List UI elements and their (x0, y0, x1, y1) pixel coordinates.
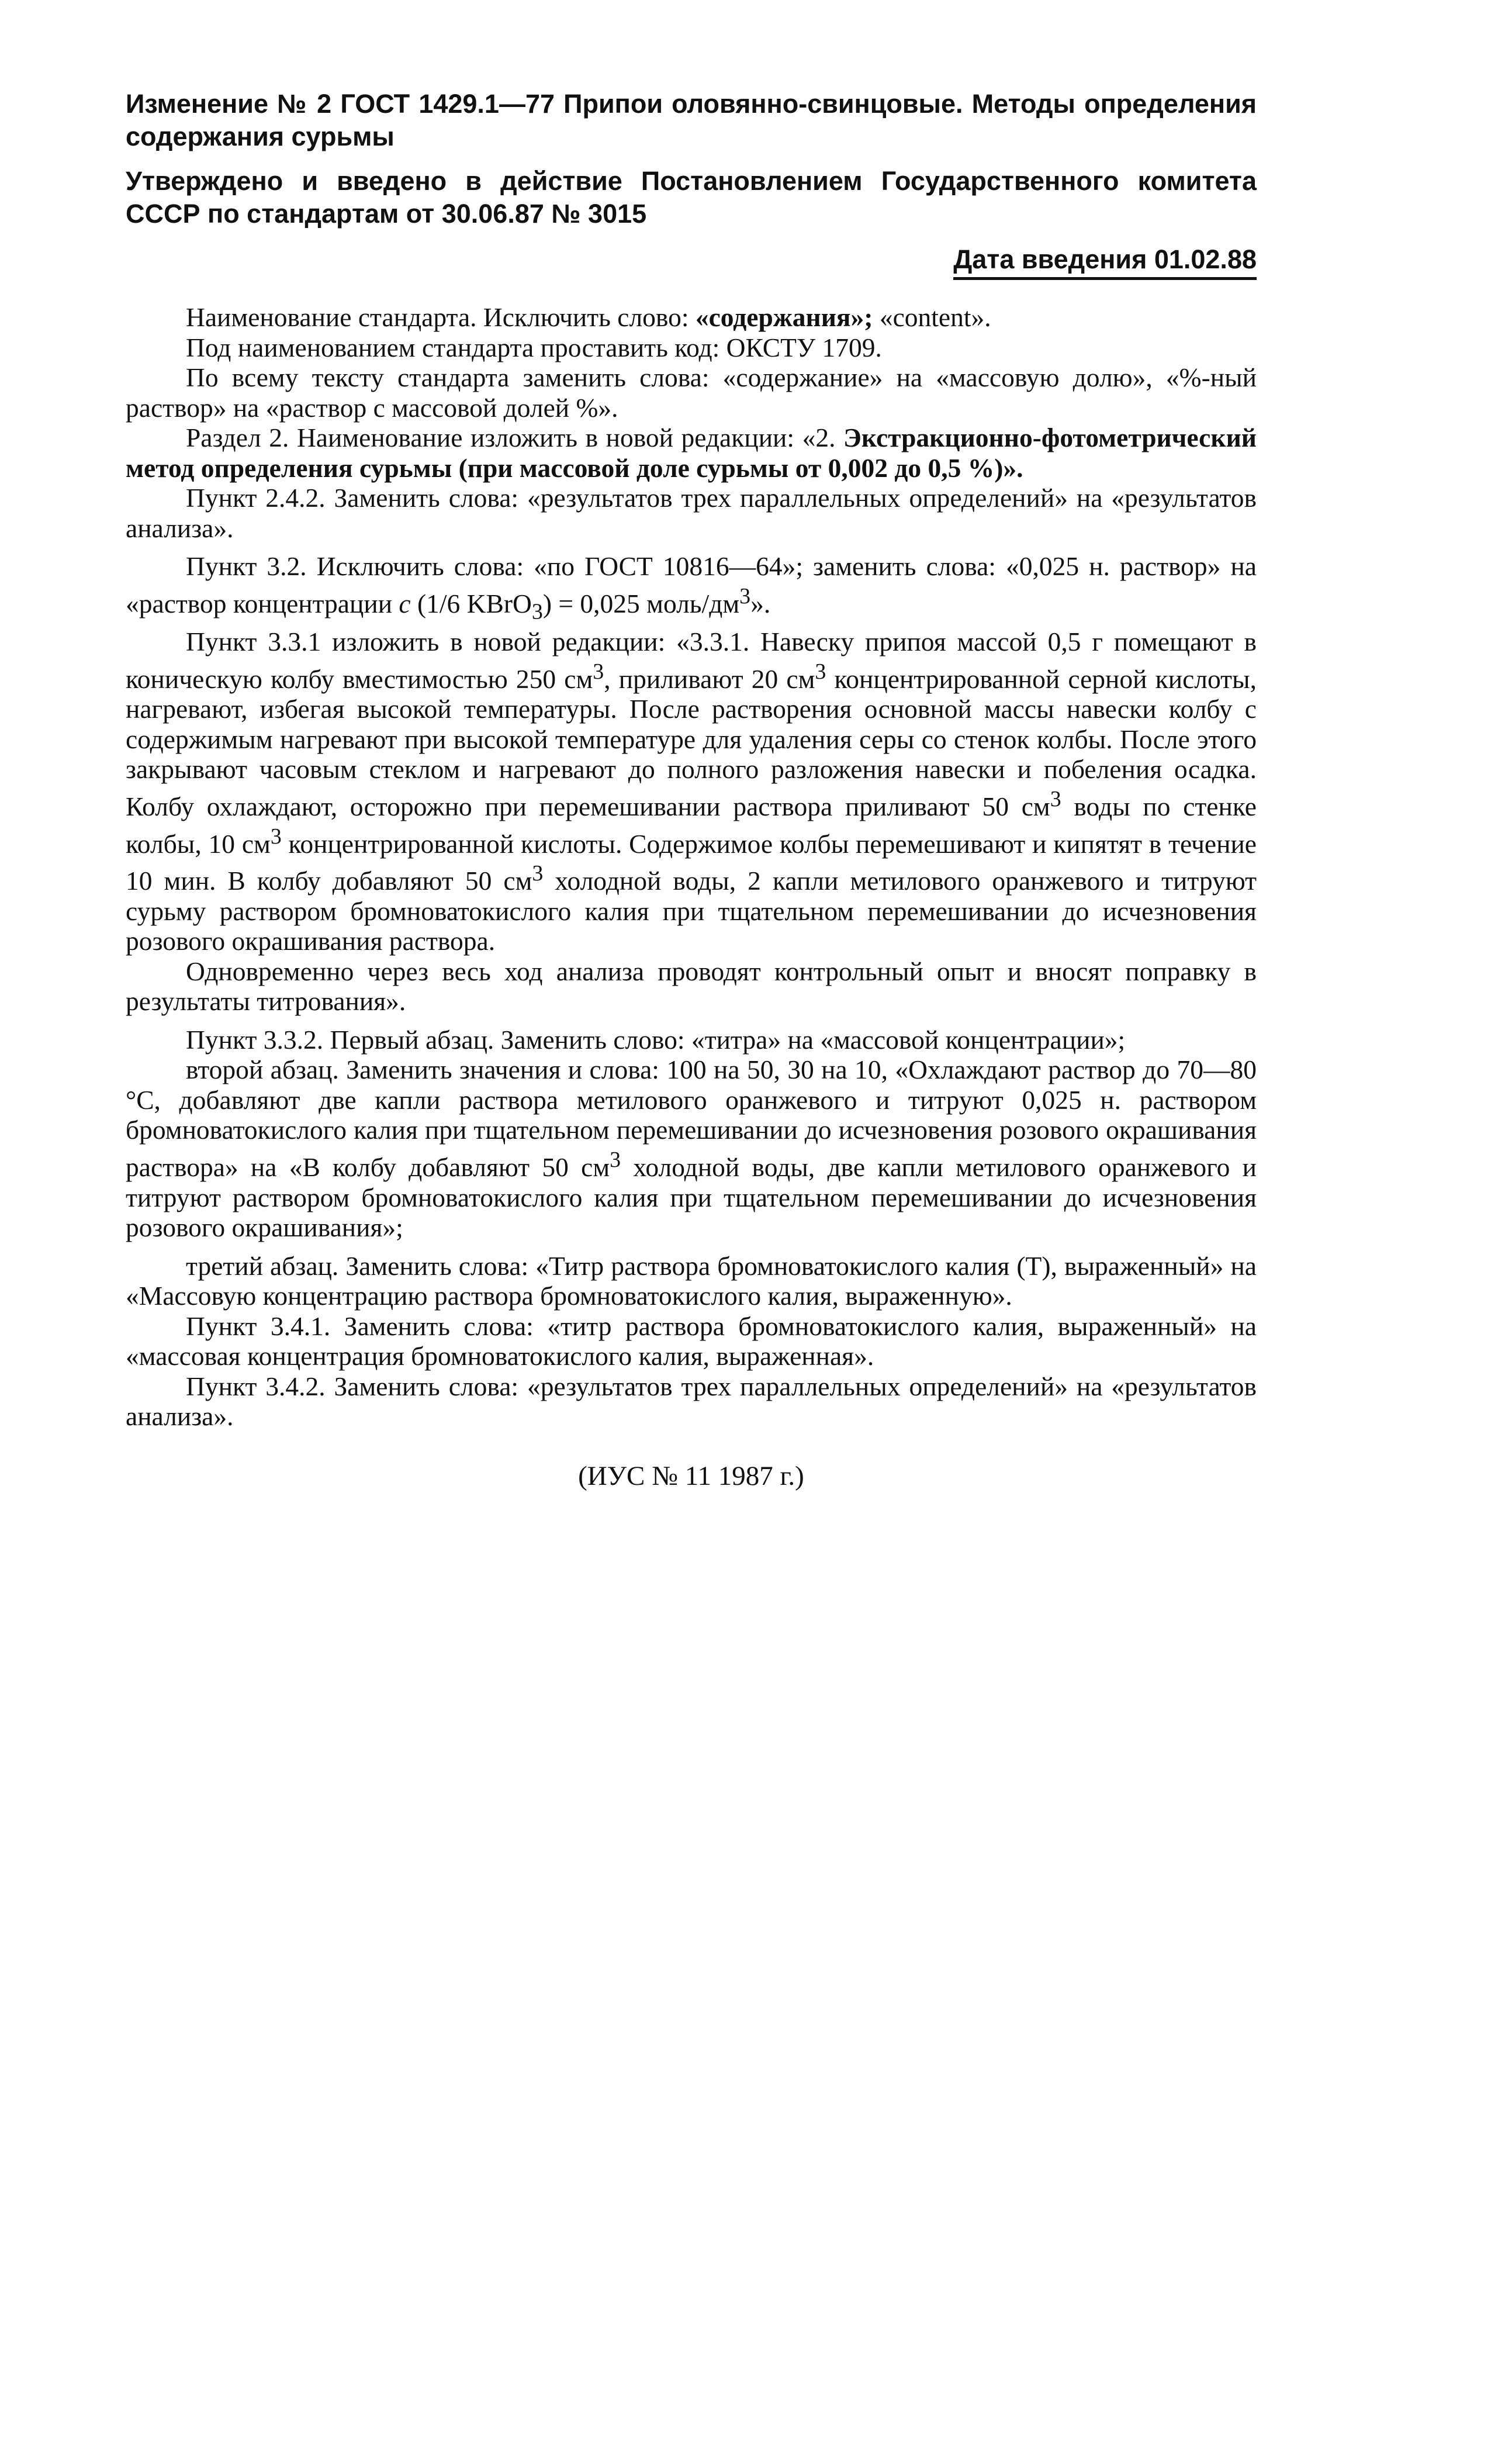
document-body (126, 302, 1257, 1432)
date-row (126, 243, 1257, 280)
effective-date: Дата введения 01.02.88 (953, 243, 1257, 280)
superscript: 3 (532, 861, 544, 886)
ius-reference: (ИУС № 11 1987 г.) (578, 1460, 804, 1491)
superscript: 3 (1050, 786, 1061, 811)
document-page (126, 88, 1257, 1492)
superscript: 3 (815, 659, 826, 684)
text-run: ) = 0,025 моль/дм (542, 588, 740, 618)
document-title: Изменение № 2 ГОСТ 1429.1—77 Припои оловянно-свинцовые. Методы определения содержания сурьмы (126, 89, 1257, 151)
text-run-italic: с (399, 588, 411, 618)
subscript: 3 (531, 599, 543, 624)
text-run: , приливают 20 см (604, 663, 815, 694)
paragraph-2-4-2: Пункт 2.4.2. Заменить слова: «результатов трех параллельных определений» на «результатов анализа». (126, 483, 1257, 543)
text-run: Раздел 2. Наименование изложить в новой редакции: «2. (186, 423, 836, 452)
text-run: Пункт 3.3.1 изложить в новой редакции: «3.3.1. Навеску припоя массой 0,5 г помещают в коническую колбу вместимостью 250 см (126, 627, 1257, 694)
superscript: 3 (610, 1147, 621, 1172)
text-run: Наименование стандарта. Исключить слово: (186, 302, 689, 332)
paragraph-3-2 (126, 551, 1257, 627)
text-run: ». (750, 588, 771, 618)
text-run: концентрированной серной кислоты, нагревают, избегая высокой температуры. После растворения основной массы навески колбу с содержимым нагревают при высокой температуре для удаления серы со стенок колбы. После этого закрывают часовым стеклом и нагревают до полного разложения навески и побеления осадка. Колбу охлаждают, осторожно при перемешивании раствора приливают 50 см (126, 663, 1257, 822)
paragraph-3-3-2-third: третий абзац. Заменить слова: «Титр раствора бромноватокислого калия (Т), выраженный» на «Массовую концентрацию раствора бромноватокислого калия, выраженную». (126, 1250, 1257, 1311)
paragraph-control-test: Одновременно через весь ход анализа проводят контрольный опыт и вносят поправку в результаты титрования». (126, 956, 1257, 1017)
paragraph-3-4-2: Пункт 3.4.2. Заменить слова: «результатов трех параллельных определений» на «результатов анализа». (126, 1371, 1257, 1432)
paragraph-replace-terms: По всему тексту стандарта заменить слова: «содержание» на «массовую долю», «%-ный раствор» на «раствор с массовой долей %». (126, 362, 1257, 423)
paragraph-section-2 (126, 423, 1257, 483)
superscript: 3 (593, 659, 604, 684)
text-run: концентрированной кислоты. Содержимое колбы перемешивают и кипятят в течение 10 мин. В колбу добавляют 50 см (126, 828, 1257, 896)
text-run: второй абзац. Заменить значения и слова: 100 на 50, 30 на 10, «Охлаждают раствор до 70—80 °С, добавляют две капли раствора метилового оранжевого и титруют 0,025 н. раствором бромноватокислого калия при тщательном перемешивании до исчезновения розового окрашивания раствора» на «В колбу добавляют 50 см (126, 1055, 1257, 1183)
text-run: «content». (879, 302, 991, 332)
text-run: холодной воды, 2 капли метилового оранжевого и титруют сурьму раствором бромноватокислого калия при тщательном перемешивании до исчезновения розового окрашивания раствора. (126, 866, 1257, 956)
text-run: воды по стенке колбы, 10 см (126, 792, 1257, 859)
text-run: (1/6 KBrO (417, 588, 532, 618)
superscript: 3 (270, 824, 282, 849)
paragraph-code: Под наименованием стандарта проставить код: ОКСТУ 1709. (186, 332, 882, 362)
paragraph-3-4-1: Пункт 3.4.1. Заменить слова: «титр раствора бромноватокислого калия, выраженный» на «массовая концентрация бромноватокислого калия, выраженная». (126, 1311, 1257, 1371)
paragraph-name (126, 302, 1257, 333)
paragraph-3-3-1 (126, 627, 1257, 956)
superscript: 3 (739, 583, 751, 609)
text-run-bold: Экстракционно-фотометрический метод определения сурьмы (при массовой доле сурьмы от 0,002 до 0,5 %)». (126, 423, 1257, 483)
paragraph-3-3-2-second (126, 1055, 1257, 1242)
approval-statement: Утверждено и введено в действие Постановлением Государственного комитета СССР по стандартам от 30.06.87 № 3015 (126, 166, 1257, 229)
text-run: Пункт 3.2. Исключить слова: «по ГОСТ 10816—64»; заменить слова: «0,025 н. раствор» на «раствор концентрации (126, 551, 1257, 618)
text-run-bold: «содержания»; (695, 302, 873, 332)
paragraph-3-3-2-first: Пункт 3.3.2. Первый абзац. Заменить слово: «титра» на «массовой концентрации»; (186, 1024, 1126, 1055)
text-run: холодной воды, две капли метилового оранжевого и титруют раствором бромноватокислого калия при тщательном перемешивании до исчезновения розового окрашивания»; (126, 1152, 1257, 1243)
